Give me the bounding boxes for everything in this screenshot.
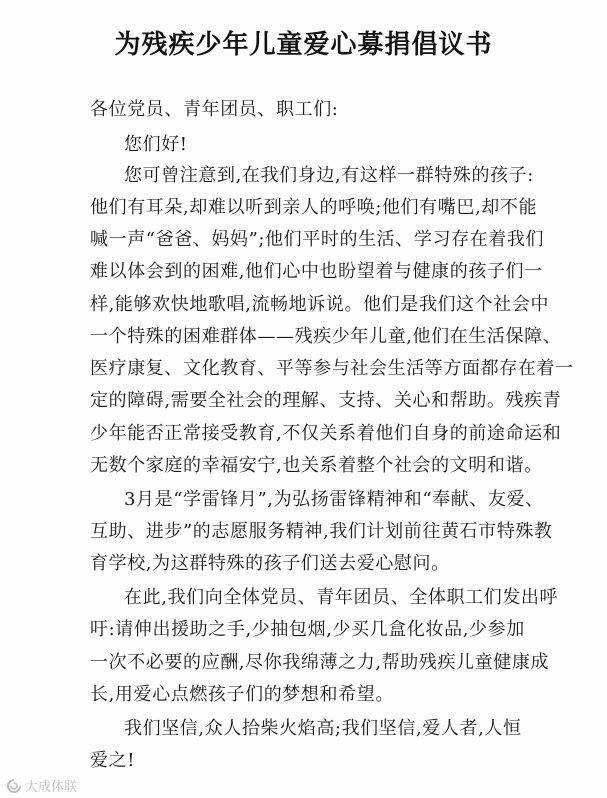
body-line: 难以体会到的困难,他们心中也盼望着与健康的孩子们一 [90,261,543,282]
body-line: 样,能够欢快地歌唱,流畅地诉说。他们是我们这个社会中 [90,294,550,315]
document-title: 为残疾少年儿童爱心募捐倡议书 [114,30,493,60]
body-line: 育学校,为这群特殊的孩子们送去爱心慰问。 [90,553,450,574]
body-line: 3月是“学雷锋月”,为弘扬雷锋精神和“奉献、友爱、 [124,489,544,510]
body-line: 无数个家庭的幸福安宁,也关系着整个社会的文明和谐。 [90,455,543,476]
body-line: 医疗康复、文化教育、平等参与社会生活等方面都存在着一 [90,358,574,379]
body-line: 在此,我们向全体党员、青年团员、全体职工们发出呼 [124,587,559,608]
body-line: 我们坚信,众人拾柴火焰高;我们坚信,爱人者,人恒 [124,718,522,739]
body-line: 一次不必要的应酬,尽你我绵薄之力,帮助残疾儿童健康成 [90,652,550,673]
body-line: 吁:请伸出援助之手,少抽包烟,少买几盒化妆品,少参加 [90,619,525,640]
body-line: 您可曾注意到,在我们身边,有这样一群特殊的孩子: [124,165,534,186]
body-line: 他们有耳朵,却难以听到亲人的呼唤;他们有嘴巴,却不能 [90,197,538,218]
body-line: 互助、进步”的志愿服务精神,我们计划前往黄石市特殊教 [90,521,553,542]
greeting-line: 您们好! [124,134,188,155]
body-line: 爱之! [90,750,136,771]
salutation-line: 各位党员、青年团员、职工们: [90,99,339,120]
body-line: 一个特殊的困难群体——残疾少年儿童,他们在生活保障、 [90,326,562,347]
body-line: 定的障碍,需要全社会的理解、支持、关心和帮助。残疾青 [90,390,562,411]
logo-swirl-icon [6,778,22,794]
watermark [6,776,77,795]
body-line: 少年能否正常接受教育,不仅关系着他们自身的前途命运和 [90,423,562,444]
body-line: 长,用爱心点燃孩子们的梦想和希望。 [90,684,394,705]
watermark-text: 大成体联 [25,780,78,795]
body-line: 喊一声“爸爸、妈妈”;他们平时的生活、学习存在着我们 [90,229,545,250]
